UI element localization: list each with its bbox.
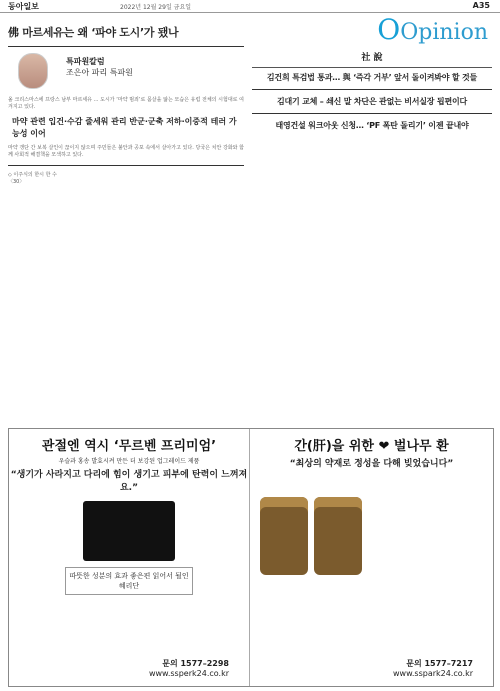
product-jar-image — [260, 497, 308, 575]
column-title: 佛 마르세유는 왜 ‘파야 도시’가 됐나 — [8, 26, 179, 39]
ad-phone: 문의 1577–7217 — [406, 659, 473, 668]
ad-quote: “최상의 약재로 정성을 다해 빚었습니다” — [289, 459, 454, 469]
editorial-column — [252, 48, 492, 134]
column-paragraph-2: 마약 갱단 간 보복 살인이 끊이지 않으며 주민들은 불안과 공포 속에서 살아가고 있다. 당국은 치안 강화와 함께 사회적 해결책을 모색하고 있다. — [8, 145, 244, 158]
ad-quote: “생기가 사라지고 다리에 힘이 생기고 피부에 탄력이 느껴져요.” — [10, 470, 248, 493]
product-image — [83, 501, 175, 561]
ad-phone: 문의 1577–2298 — [162, 659, 229, 668]
separator — [8, 165, 244, 166]
column-paragraph-1: 올 크리스마스에 프랑스 남부 마르세유 ... 도시가 ‘마약 범죄’로 몸살을 앓는 모습은 유럽 전체의 시험대로 여겨지고 있다. — [8, 97, 244, 110]
opinion-section-title — [377, 13, 488, 46]
ad-website: www.sspark24.co.kr — [392, 669, 473, 678]
page-number: A35 — [472, 1, 490, 10]
ad-website: www.ssperk24.co.kr — [148, 669, 229, 678]
editorial-1-title: 김건희 특검법 통과… 與 ‘즉각 거부’ 앞서 돌이켜봐야 할 것들 — [266, 73, 478, 82]
title-rule — [8, 46, 244, 47]
editorial-section-title: 社 說 — [252, 48, 492, 68]
left-column — [8, 18, 244, 186]
editorial-3-title: 태영건설 워크아웃 신청… ‘PF 폭탄 돌리기’ 이젠 끝내야 — [275, 121, 469, 130]
author-photo — [18, 53, 48, 89]
ad-contact — [29, 658, 229, 678]
page-header — [0, 0, 500, 13]
author-box — [8, 53, 244, 93]
poem-section-number: 〈30〉 — [8, 179, 25, 185]
issue-date: 2022년 12월 29일 금요일 — [120, 4, 192, 11]
author-info — [66, 56, 133, 78]
author-subtitle: 조은아 파리 특파원 — [66, 68, 133, 77]
ad-knee-supplement[interactable] — [9, 429, 250, 686]
product-jar-image — [314, 497, 362, 575]
opinion-word: Opinion — [400, 20, 488, 45]
ad-contact — [270, 658, 473, 678]
opinion-o-letter: O — [377, 13, 401, 46]
editorial-2-title: 김대기 교체 – 쇄신 말 차단은 관없는 비서실장 됩편이다 — [276, 97, 468, 106]
author-heading: 특파원칼럼 — [66, 57, 105, 66]
advertisements — [8, 428, 494, 687]
ad-liver-supplement[interactable] — [250, 429, 493, 686]
ad-title: 관절엔 역시 ‘무르벤 프리미엄’ — [41, 439, 217, 454]
poem-section-heading: ◇ 이주식의 한시 한 수 — [8, 172, 57, 178]
newspaper-logo: 동아일보 — [8, 2, 39, 11]
ad-title: 간(肝)을 위한 ❤ 벌나무 환 — [294, 439, 449, 454]
ad-cta: 따뜻한 성분의 효과 좋은편 읽어서 될인 혜리단 — [65, 567, 193, 595]
column-highlight: 마약 관련 입건·수감 줄세워 관리 반군·군축 저하·이중적 테러 가능성 이어 — [12, 117, 237, 138]
ad-subtitle: 우슬과 홍송 발효시켜 만든 더 보강된 업그레이드 제품 — [58, 458, 200, 465]
